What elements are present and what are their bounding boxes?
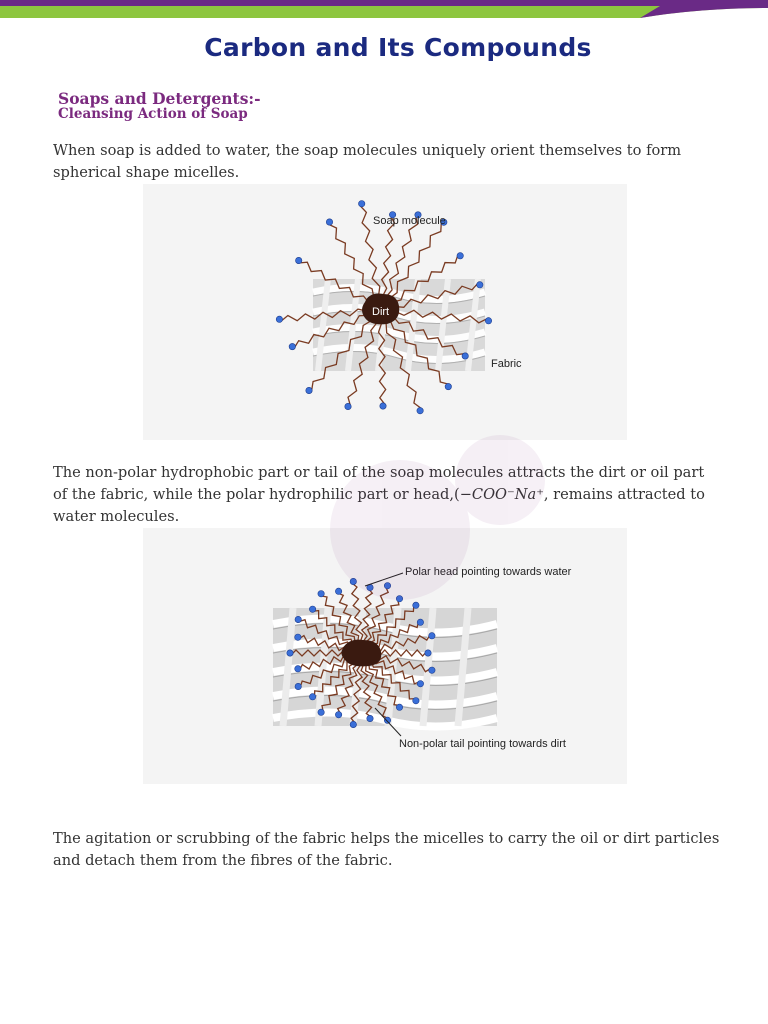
soap-molecule-head — [462, 353, 468, 359]
soap-molecule-head — [477, 282, 483, 288]
micelle-molecule-head — [367, 715, 373, 721]
fabric-weave — [313, 279, 485, 371]
paragraph-micelles: When soap is added to water, the soap molecules uniquely orient themselves to form spherical shape micelles. — [53, 142, 682, 181]
micelle-molecule-head — [413, 602, 419, 608]
soap-molecule-head — [359, 201, 365, 207]
soap-molecule-head — [445, 383, 451, 389]
micelle-molecule-head — [396, 704, 402, 710]
micelle-molecule-head — [295, 616, 301, 622]
label-polar-head: Polar head pointing towards water — [405, 566, 572, 578]
micelle-molecule-head — [335, 712, 341, 718]
micelle-molecule-head — [287, 650, 293, 656]
micelle-molecule-head — [417, 681, 423, 687]
micelle-molecule-head — [318, 709, 324, 715]
figure-soap-molecules-on-fabric — [143, 184, 627, 440]
paragraph-agitation: The agitation or scrubbing of the fabric helps the micelles to carry the oil or dirt particles and detach them from the fibres of the fabric. — [53, 830, 720, 869]
paragraph-hydrophobic-text-1: The non-polar hydrophobic part or tail of the soap molecules attracts the dirt or oil part of the fabric, while the polar hydrophilic part or head,( — [53, 464, 705, 503]
soap-molecule-head — [417, 408, 423, 414]
label-dirt: Dirt — [372, 306, 390, 318]
micelle-molecule-head — [417, 619, 423, 625]
paragraph-hydrophobic — [53, 462, 723, 528]
micelle-molecule-head — [429, 633, 435, 639]
soap-molecule-head — [485, 318, 491, 324]
micelle-molecule-head — [425, 650, 431, 656]
soap-molecule-head — [457, 253, 463, 259]
soap-molecule-head — [306, 387, 312, 393]
micelle-molecule-head — [295, 683, 301, 689]
section-heading: Soaps and Detergents:- — [58, 89, 261, 108]
soap-molecule-head — [380, 403, 386, 409]
soap-molecule-head — [296, 257, 302, 263]
micelle-molecule-head — [350, 578, 356, 584]
soap-molecule-head — [276, 316, 282, 322]
label-fabric: Fabric — [491, 358, 522, 370]
dirt-particle — [341, 640, 381, 667]
section-subheading: Cleansing Action of Soap — [58, 106, 248, 122]
paragraph-hydrophobic-text-2: , remains attracted to water molecules. — [53, 486, 705, 525]
micelle-molecule-head — [295, 634, 301, 640]
micelle-molecule-head — [384, 717, 390, 723]
micelle-molecule-head — [396, 596, 402, 602]
micelle-molecule-head — [335, 588, 341, 594]
label-nonpolar-tail: Non-polar tail pointing towards dirt — [399, 738, 566, 750]
soap-molecule-head — [326, 219, 332, 225]
soap-molecule-head — [345, 403, 351, 409]
micelle-molecule-head — [295, 666, 301, 672]
micelle-molecule-head — [384, 583, 390, 589]
micelle-molecule-head — [309, 606, 315, 612]
header-stripe — [0, 0, 768, 22]
micelle-molecule-head — [350, 721, 356, 727]
page-title: Carbon and Its Compounds — [204, 33, 592, 62]
soap-molecule-head — [289, 343, 295, 349]
label-soap-molecule: Soap molecule — [373, 215, 446, 227]
formula-coo-na: −COO⁻Na⁺ — [459, 486, 544, 503]
micelle-molecule-head — [413, 698, 419, 704]
figure-micelle-on-fabric — [143, 528, 627, 784]
micelle-molecule-head — [429, 667, 435, 673]
micelle-molecule-head — [309, 694, 315, 700]
micelle-molecule-head — [318, 591, 324, 597]
